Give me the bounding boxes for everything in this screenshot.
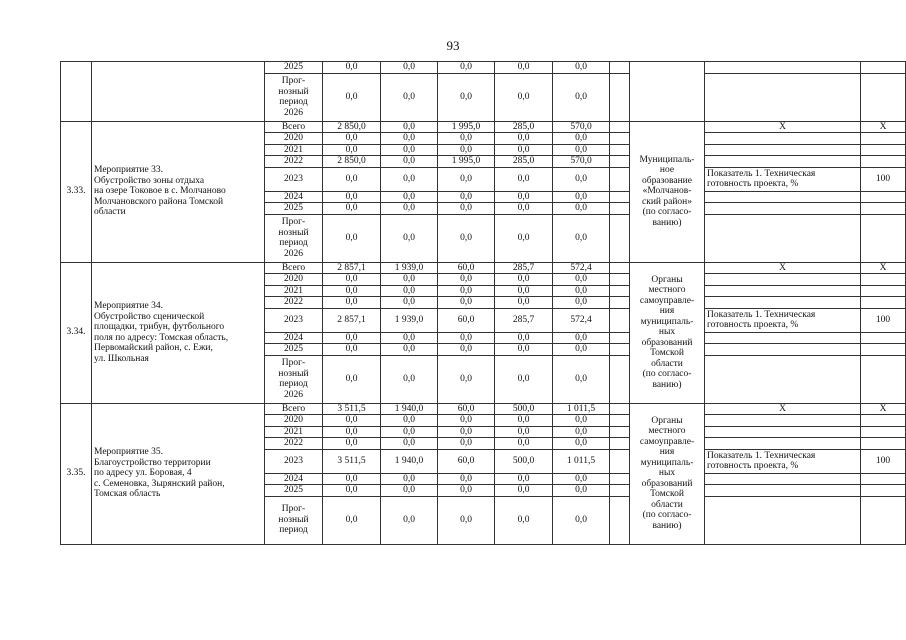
value-cell-2: 0,0 [381, 285, 438, 297]
indicator-name: Показатель 1. Техническая готовность проекта, % [705, 449, 861, 473]
value-cell-1: 0,0 [323, 167, 381, 191]
value-cell-2: 0,0 [381, 156, 438, 168]
year-cell: 2021 [265, 426, 323, 438]
blank-cell [610, 133, 630, 145]
value-cell-2: 1 939,0 [381, 262, 438, 274]
indicator-value [861, 344, 906, 356]
blank-cell [610, 332, 630, 344]
value-cell-1: 0,0 [323, 344, 381, 356]
indicator-value [861, 191, 906, 203]
value-cell-1: 0,0 [323, 62, 381, 74]
blank-cell [610, 274, 630, 286]
indicator-x-mark: Х [861, 403, 906, 415]
value-cell-1: 0,0 [323, 274, 381, 286]
value-cell-5: 0,0 [553, 133, 610, 145]
year-cell: 2023 [265, 449, 323, 473]
value-cell-5: 572,4 [553, 262, 610, 274]
value-cell-3: 0,0 [438, 473, 495, 485]
year-cell: 2020 [265, 274, 323, 286]
indicator-value [861, 156, 906, 168]
value-cell-4: 0,0 [495, 473, 553, 485]
value-cell-4: 0,0 [495, 214, 553, 262]
indicator-cell [705, 485, 861, 497]
responsible-org: Органы местного самоуправле- ния муниципаль- ных образований Томской области (по согласо- ванию) [630, 262, 705, 403]
blank-cell [610, 485, 630, 497]
indicator-name: Показатель 1. Техническая готовность проекта, % [705, 167, 861, 191]
value-cell-1: 2 850,0 [323, 121, 381, 133]
value-cell-4: 500,0 [495, 449, 553, 473]
year-cell: 2024 [265, 473, 323, 485]
value-cell-1: 2 857,1 [323, 308, 381, 332]
value-cell-4: 500,0 [495, 403, 553, 415]
year-cell: 2024 [265, 332, 323, 344]
indicator-cell [705, 285, 861, 297]
indicator-cell [705, 62, 861, 74]
value-cell-5: 0,0 [553, 438, 610, 450]
value-cell-5: 0,0 [553, 285, 610, 297]
year-cell: Всего [265, 262, 323, 274]
value-cell-4: 0,0 [495, 144, 553, 156]
value-cell-5: 0,0 [553, 332, 610, 344]
value-cell-1: 0,0 [323, 144, 381, 156]
value-cell-5: 0,0 [553, 426, 610, 438]
value-cell-3: 0,0 [438, 191, 495, 203]
value-cell-5: 0,0 [553, 191, 610, 203]
blank-cell [610, 308, 630, 332]
table-row [61, 403, 906, 415]
indicator-value [861, 203, 906, 215]
indicator-cell [705, 426, 861, 438]
year-cell: 2021 [265, 285, 323, 297]
indicator-value [861, 473, 906, 485]
value-cell-3: 0,0 [438, 496, 495, 544]
indicator-value [861, 285, 906, 297]
year-cell: Прог- нозный период 2026 [265, 355, 323, 403]
value-cell-2: 0,0 [381, 438, 438, 450]
value-cell-4: 285,0 [495, 121, 553, 133]
value-cell-3: 0,0 [438, 214, 495, 262]
blank-cell [610, 473, 630, 485]
value-cell-5: 0,0 [553, 73, 610, 121]
value-cell-2: 1 939,0 [381, 308, 438, 332]
blank-cell [610, 403, 630, 415]
indicator-value [861, 485, 906, 497]
value-cell-3: 0,0 [438, 426, 495, 438]
value-cell-3: 0,0 [438, 203, 495, 215]
indicator-value [861, 355, 906, 403]
blank-cell [610, 191, 630, 203]
value-cell-5: 0,0 [553, 167, 610, 191]
value-cell-3: 60,0 [438, 403, 495, 415]
value-cell-2: 0,0 [381, 355, 438, 403]
table-row [61, 62, 906, 74]
indicator-value: 100 [861, 308, 906, 332]
year-cell: 2025 [265, 344, 323, 356]
value-cell-2: 0,0 [381, 121, 438, 133]
indicator-cell [705, 438, 861, 450]
value-cell-4: 0,0 [495, 133, 553, 145]
blank-cell [610, 156, 630, 168]
year-cell: Прог- нозный период 2026 [265, 73, 323, 121]
value-cell-1: 0,0 [323, 214, 381, 262]
value-cell-3: 0,0 [438, 332, 495, 344]
value-cell-4: 0,0 [495, 426, 553, 438]
indicator-value [861, 438, 906, 450]
indicator-value [861, 332, 906, 344]
indicator-value [861, 73, 906, 121]
indicator-cell [705, 332, 861, 344]
value-cell-4: 0,0 [495, 332, 553, 344]
value-cell-1: 0,0 [323, 426, 381, 438]
indicator-value [861, 496, 906, 544]
value-cell-3: 0,0 [438, 133, 495, 145]
year-cell: 2022 [265, 438, 323, 450]
value-cell-3: 0,0 [438, 297, 495, 309]
indicator-x-mark: Х [705, 262, 861, 274]
value-cell-3: 0,0 [438, 285, 495, 297]
responsible-org [630, 62, 705, 122]
value-cell-4: 0,0 [495, 274, 553, 286]
value-cell-5: 0,0 [553, 344, 610, 356]
indicator-x-mark: Х [861, 121, 906, 133]
value-cell-4: 0,0 [495, 285, 553, 297]
value-cell-1: 0,0 [323, 203, 381, 215]
blank-cell [610, 262, 630, 274]
value-cell-2: 0,0 [381, 73, 438, 121]
value-cell-1: 0,0 [323, 297, 381, 309]
activity-title [92, 62, 265, 122]
year-cell: Всего [265, 121, 323, 133]
value-cell-1: 0,0 [323, 133, 381, 145]
indicator-value [861, 297, 906, 309]
indicator-x-mark: Х [705, 403, 861, 415]
value-cell-3: 1 995,0 [438, 121, 495, 133]
blank-cell [610, 144, 630, 156]
value-cell-5: 0,0 [553, 274, 610, 286]
activity-number: 3.34. [61, 262, 92, 403]
indicator-cell [705, 297, 861, 309]
blank-cell [610, 121, 630, 133]
value-cell-5: 1 011,5 [553, 403, 610, 415]
year-cell: 2023 [265, 167, 323, 191]
value-cell-1: 0,0 [323, 496, 381, 544]
value-cell-2: 1 940,0 [381, 403, 438, 415]
year-cell: 2024 [265, 191, 323, 203]
year-cell: 2025 [265, 485, 323, 497]
value-cell-1: 0,0 [323, 473, 381, 485]
value-cell-2: 0,0 [381, 274, 438, 286]
value-cell-2: 0,0 [381, 133, 438, 145]
indicator-value [861, 274, 906, 286]
page-number: 93 [446, 38, 460, 53]
blank-cell [610, 297, 630, 309]
value-cell-2: 0,0 [381, 62, 438, 74]
value-cell-2: 0,0 [381, 214, 438, 262]
indicator-cell [705, 156, 861, 168]
indicator-cell [705, 473, 861, 485]
value-cell-3: 0,0 [438, 415, 495, 427]
value-cell-4: 285,0 [495, 156, 553, 168]
value-cell-5: 0,0 [553, 485, 610, 497]
value-cell-3: 60,0 [438, 308, 495, 332]
blank-cell [610, 214, 630, 262]
value-cell-4: 0,0 [495, 415, 553, 427]
value-cell-3: 1 995,0 [438, 156, 495, 168]
value-cell-3: 0,0 [438, 485, 495, 497]
year-cell: 2025 [265, 203, 323, 215]
indicator-value [861, 133, 906, 145]
indicator-cell [705, 203, 861, 215]
activity-number: 3.33. [61, 121, 92, 262]
indicator-value: 100 [861, 449, 906, 473]
table-body [61, 62, 906, 545]
indicator-x-mark: Х [705, 121, 861, 133]
indicator-cell [705, 133, 861, 145]
year-cell: 2022 [265, 156, 323, 168]
value-cell-3: 0,0 [438, 344, 495, 356]
value-cell-5: 570,0 [553, 121, 610, 133]
value-cell-5: 0,0 [553, 144, 610, 156]
value-cell-4: 0,0 [495, 344, 553, 356]
value-cell-3: 0,0 [438, 167, 495, 191]
year-cell: 2025 [265, 62, 323, 74]
year-cell: 2022 [265, 297, 323, 309]
value-cell-3: 0,0 [438, 62, 495, 74]
value-cell-3: 60,0 [438, 262, 495, 274]
value-cell-2: 1 940,0 [381, 449, 438, 473]
value-cell-1: 3 511,5 [323, 449, 381, 473]
year-cell: 2021 [265, 144, 323, 156]
value-cell-2: 0,0 [381, 191, 438, 203]
blank-cell [610, 203, 630, 215]
value-cell-1: 0,0 [323, 438, 381, 450]
value-cell-2: 0,0 [381, 473, 438, 485]
value-cell-5: 0,0 [553, 473, 610, 485]
year-cell: Прог- нозный период 2026 [265, 214, 323, 262]
value-cell-3: 60,0 [438, 449, 495, 473]
value-cell-3: 0,0 [438, 144, 495, 156]
indicator-value [861, 426, 906, 438]
value-cell-3: 0,0 [438, 274, 495, 286]
value-cell-5: 0,0 [553, 203, 610, 215]
responsible-org: Муниципаль- ное образование «Молчанов- ский район» (по согласо- ванию) [630, 121, 705, 262]
value-cell-5: 0,0 [553, 496, 610, 544]
value-cell-2: 0,0 [381, 426, 438, 438]
value-cell-1: 0,0 [323, 285, 381, 297]
indicator-cell [705, 496, 861, 544]
year-cell: 2020 [265, 133, 323, 145]
indicator-name: Показатель 1. Техническая готовность проекта, % [705, 308, 861, 332]
activity-number [61, 62, 92, 122]
value-cell-1: 3 511,5 [323, 403, 381, 415]
value-cell-5: 0,0 [553, 62, 610, 74]
blank-cell [610, 285, 630, 297]
activity-title: Мероприятие 35. Благоустройство территории по адресу ул. Боровая, 4 с. Семеновка, Зырянский район, Томская область [92, 403, 265, 544]
value-cell-3: 0,0 [438, 438, 495, 450]
value-cell-4: 0,0 [495, 496, 553, 544]
value-cell-1: 0,0 [323, 73, 381, 121]
value-cell-4: 0,0 [495, 485, 553, 497]
activity-title: Мероприятие 34. Обустройство сценической площадки, трибун, футбольного поля по адресу: Томская область, Первомайский район, с. Ежи, ул. Школьная [92, 262, 265, 403]
blank-cell [610, 73, 630, 121]
indicator-value [861, 415, 906, 427]
indicator-cell [705, 144, 861, 156]
indicator-value [861, 214, 906, 262]
value-cell-5: 0,0 [553, 415, 610, 427]
value-cell-2: 0,0 [381, 144, 438, 156]
blank-cell [610, 355, 630, 403]
value-cell-2: 0,0 [381, 496, 438, 544]
value-cell-5: 0,0 [553, 355, 610, 403]
value-cell-3: 0,0 [438, 73, 495, 121]
indicator-cell [705, 355, 861, 403]
value-cell-5: 0,0 [553, 214, 610, 262]
blank-cell [610, 344, 630, 356]
value-cell-1: 0,0 [323, 332, 381, 344]
value-cell-3: 0,0 [438, 355, 495, 403]
value-cell-1: 0,0 [323, 355, 381, 403]
blank-cell [610, 167, 630, 191]
value-cell-4: 0,0 [495, 297, 553, 309]
value-cell-1: 2 850,0 [323, 156, 381, 168]
year-cell: 2023 [265, 308, 323, 332]
blank-cell [610, 415, 630, 427]
value-cell-4: 0,0 [495, 191, 553, 203]
year-cell: 2020 [265, 415, 323, 427]
value-cell-4: 0,0 [495, 355, 553, 403]
value-cell-2: 0,0 [381, 344, 438, 356]
program-activities-table [60, 61, 906, 545]
indicator-cell [705, 344, 861, 356]
table-row [61, 262, 906, 274]
value-cell-1: 2 857,1 [323, 262, 381, 274]
indicator-cell [705, 191, 861, 203]
value-cell-4: 285,7 [495, 262, 553, 274]
indicator-value [861, 144, 906, 156]
value-cell-1: 0,0 [323, 485, 381, 497]
value-cell-5: 570,0 [553, 156, 610, 168]
value-cell-4: 0,0 [495, 167, 553, 191]
value-cell-2: 0,0 [381, 485, 438, 497]
value-cell-2: 0,0 [381, 297, 438, 309]
value-cell-2: 0,0 [381, 415, 438, 427]
blank-cell [610, 496, 630, 544]
value-cell-1: 0,0 [323, 415, 381, 427]
value-cell-1: 0,0 [323, 191, 381, 203]
value-cell-4: 0,0 [495, 438, 553, 450]
indicator-x-mark: Х [861, 262, 906, 274]
blank-cell [610, 426, 630, 438]
value-cell-4: 0,0 [495, 203, 553, 215]
indicator-cell [705, 274, 861, 286]
value-cell-2: 0,0 [381, 167, 438, 191]
value-cell-4: 0,0 [495, 62, 553, 74]
activity-number: 3.35. [61, 403, 92, 544]
blank-cell [610, 449, 630, 473]
indicator-cell [705, 73, 861, 121]
blank-cell [610, 62, 630, 74]
blank-cell [610, 438, 630, 450]
year-cell: Всего [265, 403, 323, 415]
indicator-value [861, 62, 906, 74]
value-cell-5: 572,4 [553, 308, 610, 332]
table-row [61, 121, 906, 133]
year-cell: Прог- нозный период [265, 496, 323, 544]
activity-title: Мероприятие 33. Обустройство зоны отдыха на озере Токовое в с. Молчаново Молчановского района Томской области [92, 121, 265, 262]
indicator-cell [705, 214, 861, 262]
value-cell-5: 1 011,5 [553, 449, 610, 473]
value-cell-2: 0,0 [381, 203, 438, 215]
indicator-cell [705, 415, 861, 427]
responsible-org: Органы местного самоуправле- ния муниципаль- ных образований Томской области (по согласо- ванию) [630, 403, 705, 544]
value-cell-5: 0,0 [553, 297, 610, 309]
value-cell-4: 0,0 [495, 73, 553, 121]
value-cell-4: 285,7 [495, 308, 553, 332]
indicator-value: 100 [861, 167, 906, 191]
value-cell-2: 0,0 [381, 332, 438, 344]
